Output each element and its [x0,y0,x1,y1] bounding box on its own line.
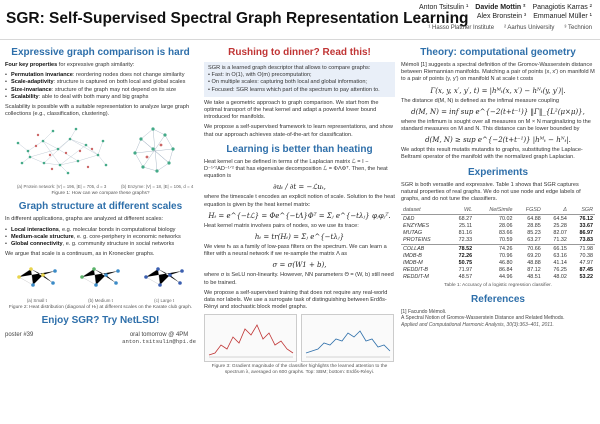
table-cell: 70.66 [514,244,542,252]
column-middle [204,47,395,419]
table-row [401,259,595,266]
cost-equation: Γ(x, y, x′, y′, t) = |hᴹₜ(x, x′) − hᴺₜ(y, y′)|. [430,86,566,95]
table-cell: 41.14 [553,259,567,266]
distance-paragraph: The distance d(M, N) is defined as the infimal measure coupling [401,97,559,104]
coupling-equation: d(M, N) = inf sup e^{−2(t+t⁻¹)} ‖Γ‖_{L²(μ×μ)}, [411,107,585,116]
section-title-scales: Graph structure at different scales [18,201,183,213]
figure-2 [5,261,196,303]
table-header: SGR [569,206,595,215]
table-header: FGSD [514,206,542,215]
section-title-experiments: Experiments [467,166,529,178]
table-cell: ENZYMES [403,223,430,230]
table-row [401,267,595,274]
poster-number: poster #39 [5,332,34,339]
netlsd-cta[interactable]: Enjoy SGR? Try NetLSD! [41,315,160,327]
table-row [401,274,595,281]
scale-continuum-paragraph: We argue that scale is a continuum, as in Kronecker graphs. [5,251,155,258]
author-4: Alex Bronstein ³ [476,13,527,20]
list-item: • Global connectivity, e. g. community structure in social networks [5,241,196,248]
table-cell: D&D [403,215,415,222]
table-cell: 76.12 [579,215,593,222]
section-title-learning: Learning is better than heating [226,143,373,155]
oral-time: oral tomorrow @ 4PM [129,332,189,339]
table-cell: 64.88 [527,215,541,222]
table-row [401,252,595,259]
table-cell: 68.27 [458,215,473,222]
infimum-paragraph: where the infimum is sought over all measures on M × N marginalizing to the standard measures on M and N. This distance can be lower bounded by [401,118,591,133]
filter-paragraph: We view hₜ as a family of low-pass filters on the spectrum. We can learn a filter with a neural network if we re-sample the matrix Λ as [204,244,387,258]
table-cell: 86.97 [579,230,593,237]
poster-title: SGR: Self-Supervised Spectral Graph Representation Learning [6,10,469,27]
summary-highlight-box [204,62,395,97]
heat-kernel-paragraph: Heat kernel can be defined in terms of the Laplacian matrix ℒ = I − D⁻¹ᐟ²AD⁻¹ᐟ² that has eigenvalue decomposition ℒ = ΦΛΦᵀ. Then, the heat equation is [204,158,388,180]
table-cell: REDDIT-B [403,267,428,274]
table-cell: 46.80 [498,259,513,266]
scales-list [5,227,196,249]
table-cell: 25.11 [459,223,473,230]
timescale-paragraph: where the timescale t encodes an explicit notion of scale. Solution to the heat equation is given by the heat kernel matrix: [204,194,395,208]
table-cell: 85.23 [527,230,541,237]
list-item: • Scale-adaptivity: structure is captured on both local and global scales [5,79,196,86]
karate-large-t [136,261,192,293]
figure-1b-caption: (b) Enzyme: |V| = 18, |E| = 106, d = 4 [121,184,194,190]
properties-intro: Four key properties for expressive graph similarity: [5,62,135,68]
table-cell: 82.07 [553,230,567,237]
table-cell: MUTAG [403,230,423,237]
table-header: dataset [401,206,448,215]
summary-line: • On multiple scales: capturing both local and global information; [208,79,367,86]
enzyme-graph [121,121,185,179]
author-block [352,3,592,33]
experiments-paragraph: SGR is both versatile and expressive. Table 1 shows that SGR captures natural properties of real graphs. We do not use node and edge labels of graphs, and do not tune the classifiers. [401,181,581,203]
poster-header [0,0,600,40]
scale-label-large: (c) Large t [154,298,175,304]
figure-3 [204,314,395,362]
table-cell: 86.84 [498,267,513,274]
table-cell: 25.28 [553,223,567,230]
table-cell: 70.02 [498,215,513,222]
self-supervised-paragraph: We propose a self-supervised framework to learn representations, and show that our approach achieves state-of-the-art for classification. [204,124,393,138]
table-row [401,215,595,223]
table-cell: 73.83 [579,237,593,244]
table-cell: 83.66 [498,230,513,237]
trace-paragraph: Heat kernel matrix involves pairs of nodes, so we use its trace: [204,222,359,229]
scalability-paragraph: Scalability is possible with a suitable representation to analyze large graph collections (e.g., classification, clustering). [5,104,190,118]
list-item: • Permutation invariance: reordering nodes does not change similarity [5,72,196,79]
table-cell: 63.27 [527,237,541,244]
table-cell: IMDB-B [403,252,422,259]
affiliation-3: ³ Technion [564,25,592,31]
table-cell: 71.97 [458,267,473,274]
figure-2-caption: Figure 2: Heat distribution (diagonal of Hₜ) at different scales on the Karate club graph. [8,305,193,311]
karate-small-t [9,261,65,293]
figure-1-caption: Figure 1: How can we compare these graphs? [51,191,150,197]
contact-info [5,332,196,345]
selu-paragraph: where σ is SeLU non-linearity. However, NN parameters Θ = (W, b) still need to be trained. [204,272,394,286]
table-cell: 70.38 [579,252,593,259]
table-cell: 48.88 [527,259,541,266]
scale-label-small: (a) Small t [26,298,47,304]
section-title-references: References [471,293,525,305]
table-row [401,244,595,252]
table-row [401,222,595,229]
figure-1a-caption: (a) Protein network: |V| = 196, |E| = 705, d = 3 [16,184,107,190]
contact-email[interactable]: anton.tsitsulin@hpi.de [122,338,196,346]
column-right [401,47,595,419]
properties-list [5,72,196,101]
table-cell: 71.32 [553,237,567,244]
table-cell: PROTEINS [403,237,431,244]
table-cell: 71.98 [569,244,595,252]
table-cell: COLLAB [401,244,448,252]
summary-line: SGR is a learned graph descriptor that allows to compare graphs: [208,65,371,71]
table-cell: REDDIT-M [403,274,429,281]
table-cell: IMDB-M [403,259,423,266]
table-cell: 87.12 [527,267,541,274]
section-title-graph-comparison: Expressive graph comparison is hard [11,47,190,58]
heat-kernel-equation: Hₜ = e^{−tℒ} = Φe^{−tΛ}Φᵀ = Σⱼ e^{−tλⱼ} φⱼφⱼᵀ. [208,211,391,220]
table-cell: 48.02 [553,274,567,281]
table-row [401,237,595,245]
table-cell: 72.33 [458,237,473,244]
list-item: • Medium-scale structure, e. g. core-periphery in economic networks [5,234,196,241]
scales-intro: In different applications, graphs are analyzed at different scales: [5,216,164,223]
table-cell: 44.96 [498,274,513,281]
reference-1: [1] Facundo Mémoli. A Spectral Notion of Gromov-Wasserstein Distance and Related Methods. Applied and Computational Harmonic Analysis, 30(3):363–401, 2011. [401,308,565,328]
table-cell: 47.97 [579,259,593,266]
gradient-plot-sbm [204,314,297,362]
table-cell: 33.67 [579,223,593,230]
table-cell: 66.15 [543,244,569,252]
resample-equation: σ = σ(W1 + b), [272,261,327,270]
table-header: Δ [543,206,569,215]
table-cell: 64.54 [553,215,567,222]
table-cell: 81.16 [458,230,473,237]
mutatis-paragraph: We adopt this result mutatis mutandis to graphs, substituting the Laplace-Beltrami operator of the manifold with the normalized graph Laplacian. [401,147,583,161]
column-left [5,47,196,419]
list-item: • Local interactions, e.g. molecular bonds in computational biology [5,227,196,234]
author-3: Panagiotis Karras ² [532,4,592,11]
gradient-plot-erdos-renyi [301,314,394,362]
table-cell: 69.20 [527,252,541,259]
table-cell: 28.85 [527,223,541,230]
table-cell: 53.22 [579,274,593,281]
affiliation-2: ² Aarhus University [504,25,555,31]
protein-network-graph [8,121,116,179]
author-2: Davide Mottin ² [475,4,526,11]
training-paragraph: We propose a self-supervised training that does not require any real-world data nor labels. We use a surrogate task of distinguishing between Erdős-Rényi and stochastic block model graphs. [204,289,388,311]
table-header-row [401,206,595,215]
table-cell: 87.45 [579,267,593,274]
summary-line: • Fast: in O(1), with O(m) precomputation; [208,72,312,79]
results-table [401,206,595,281]
table-row [401,230,595,237]
table-cell: 70.96 [498,252,513,259]
figure-1 [5,121,196,189]
memoli-paragraph: Mémoli [1] suggests a spectral definition of the Gromov-Wasserstein distance between Riemannian manifolds. Matching a pair of points (x, x′) on manifold M to a pair of points (y, y′) on manifold N at scale t costs [401,62,595,83]
lower-bound-equation: d(M, N) ≥ sup e^{−2(t+t⁻¹)} |hᴹₜ − hᴺₜ|. [425,136,571,145]
section-title-theory: Theory: computational geometry [420,47,576,58]
section-title-summary: Rushing to dinner? Read this! [228,47,371,58]
table-caption: Table 1: Accuracy of a logistic regression classifier. [444,282,552,288]
author-5: Emmanuel Müller ¹ [533,13,592,20]
table-cell: 50.75 [458,259,473,266]
scale-label-medium: (b) Medium t [88,298,113,304]
geometric-approach-paragraph: We take a geometric approach to graph comparison. We start from the optimal transport of the heat kernel and adapt a powerful lower bound introduced for manifolds. [204,99,379,121]
list-item: • Scalability: able to deal with both many and big graphs [5,94,196,101]
table-cell: 48.51 [527,274,541,281]
table-header: WL [448,206,474,215]
table-cell: 28.06 [498,223,513,230]
table-cell: 74.26 [474,244,514,252]
table-cell: 78.52 [448,244,474,252]
table-header: NetSimile [474,206,514,215]
summary-line: • Focused: SGR learns which part of the spectrum to pay attention to. [208,86,380,93]
author-1: Anton Tsitsulin ¹ [419,4,469,11]
table-cell: 63.16 [553,252,567,259]
table-cell: 48.57 [458,274,473,281]
table-cell: 72.26 [458,252,473,259]
karate-medium-t [72,261,128,293]
table-cell: 70.59 [498,237,513,244]
affiliation-1: ¹ Hasso Plattner Institute [428,25,495,31]
trace-equation: hₜ = tr(Hₜ) = Σⱼ e^{−tλⱼ} [254,233,345,242]
table-cell: 76.25 [553,267,567,274]
heat-equation: ∂uₜ / ∂t = −ℒuₜ, [273,183,326,192]
list-item: • Size-invariance: structure of the graph may not depend on its size [5,87,196,94]
figure-3-caption: Figure 3: Gradient magnitude of the classifier highlights the learned attention to the spectrum λ, averaged on 600 graphs. Top: SBM; bottom: Erdős-Rényi. [211,364,388,376]
